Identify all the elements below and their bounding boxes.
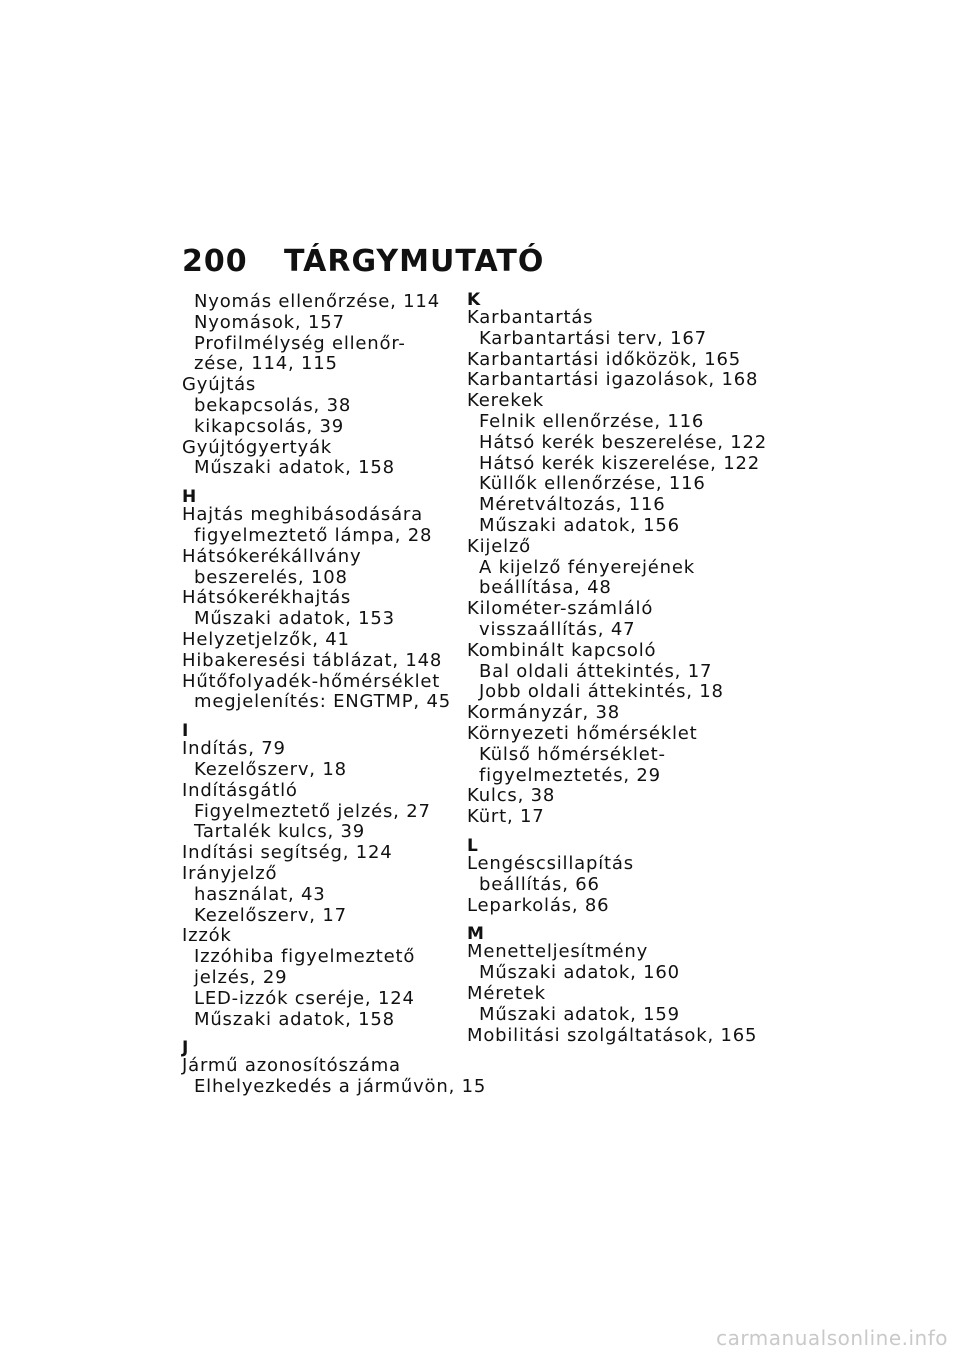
index-entry: Irányjelző: [182, 862, 278, 884]
index-subentry: Bal oldali áttekintés, 17: [479, 660, 713, 682]
index-entry: Kilométer-számláló: [467, 598, 654, 620]
index-entry: Indításgátló: [182, 779, 298, 801]
index-entry: Kijelző: [467, 535, 531, 557]
index-letter-heading: K: [467, 290, 481, 310]
index-entry: Izzók: [182, 925, 232, 947]
page-title: TÁRGYMUTATÓ: [284, 244, 545, 279]
index-subentry: Méretváltozás, 116: [479, 494, 666, 516]
index-entry: Lengéscsillapítás: [467, 852, 634, 874]
index-entry: Méretek: [467, 982, 546, 1004]
index-subentry: Elhelyezkedés a járművön, 15: [194, 1076, 487, 1098]
index-letter-heading: I: [182, 721, 189, 742]
index-subentry: Műszaki adatok, 158: [194, 1008, 395, 1030]
index-entry: Jármű azonosítószáma: [182, 1055, 401, 1077]
index-subentry: Izzóhiba figyelmeztető: [194, 946, 416, 968]
page-number: 200: [182, 244, 248, 279]
index-entry: Gyújtás: [182, 374, 257, 396]
index-subentry: Műszaki adatok, 153: [194, 608, 395, 630]
index-subentry: Profilmélység ellenőr-: [194, 332, 406, 354]
index-subentry: Jobb oldali áttekintés, 18: [479, 681, 724, 703]
index-subentry: használat, 43: [194, 883, 326, 905]
index-entry: Kerekek: [467, 390, 544, 412]
index-entry: Karbantartási igazolások, 168: [467, 369, 759, 391]
index-letter-heading: L: [467, 835, 479, 856]
page-header: [182, 244, 544, 279]
index-subentry: Nyomások, 157: [194, 311, 345, 333]
index-entry: Helyzetjelzők, 41: [182, 628, 350, 650]
index-subentry: Nyomás ellenőrzése, 114: [194, 291, 440, 312]
watermark: carmanualsonline.info: [716, 1326, 948, 1350]
index-entry: Karbantartás: [467, 307, 594, 328]
index-subentry: jelzés, 29: [194, 966, 288, 988]
index-subentry: figyelmeztető lámpa, 28: [194, 524, 433, 546]
index-subentry: Műszaki adatok, 159: [479, 1003, 680, 1025]
index-entry: Környezeti hőmérséklet: [467, 722, 698, 744]
index-entry: Indítás, 79: [182, 738, 286, 760]
index-entry: Mobilitási szolgáltatások, 165: [467, 1024, 758, 1046]
index-subentry: bekapcsolás, 38: [194, 394, 352, 416]
index-subentry: Küllők ellenőrzése, 116: [479, 473, 706, 495]
index-subentry: Hátsó kerék beszerelése, 122: [479, 431, 768, 453]
index-entry: Indítási segítség, 124: [182, 842, 393, 864]
index-subentry: Műszaki adatok, 160: [479, 962, 680, 984]
index-entry: Hibakeresési táblázat, 148: [182, 649, 443, 671]
index-entry: Hátsókerékállvány: [182, 545, 362, 567]
index-subentry: kikapcsolás, 39: [194, 415, 345, 437]
index-entry: Hátsókerékhajtás: [182, 587, 352, 609]
index-subentry: A kijelző fényerejének: [479, 556, 695, 578]
index-subentry: beállítás, 66: [479, 873, 600, 895]
index-column-right: [467, 290, 768, 1046]
index-subentry: Felnik ellenőrzése, 116: [479, 410, 705, 432]
index-entry: Leparkolás, 86: [467, 894, 610, 916]
index-subentry: beszerelés, 108: [194, 566, 348, 588]
index-subentry: beállítása, 48: [479, 577, 612, 599]
index-entry: Kombinált kapcsoló: [467, 639, 657, 661]
index-column-left: [182, 291, 487, 1098]
index-entry: Kulcs, 38: [467, 785, 556, 807]
index-entry: Kormányzár, 38: [467, 702, 621, 724]
index-subentry: visszaállítás, 47: [479, 618, 636, 640]
index-letter-heading: H: [182, 487, 197, 508]
index-subentry: Karbantartási terv, 167: [479, 327, 707, 349]
index-subentry: Műszaki adatok, 158: [194, 457, 395, 479]
index-subentry: Kezelőszerv, 18: [194, 758, 347, 780]
index-entry: Menetteljesítmény: [467, 941, 649, 963]
index-entry: Hűtőfolyadék-hőmérséklet: [182, 670, 441, 692]
index-subentry: Külső hőmérséklet-: [479, 743, 666, 765]
index-subentry: megjelenítés: ENGTMP, 45: [194, 691, 451, 713]
index-entry: Kürt, 17: [467, 806, 545, 828]
index-subentry: Figyelmeztető jelzés, 27: [194, 800, 431, 822]
index-letter-heading: M: [467, 924, 485, 945]
index-subentry: Műszaki adatok, 156: [479, 514, 680, 536]
index-subentry: figyelmeztetés, 29: [479, 764, 661, 786]
index-subentry: zése, 114, 115: [194, 353, 338, 375]
index-subentry: Hátsó kerék kiszerelése, 122: [479, 452, 760, 474]
index-subentry: Kezelőszerv, 17: [194, 904, 347, 926]
index-entry: Gyújtógyertyák: [182, 436, 332, 458]
index-entry: Hajtás meghibásodására: [182, 504, 423, 526]
index-subentry: LED-izzók cseréje, 124: [194, 987, 415, 1009]
index-entry: Karbantartási időközök, 165: [467, 348, 741, 370]
index-subentry: Tartalék kulcs, 39: [194, 821, 366, 843]
index-letter-heading: J: [182, 1038, 189, 1059]
